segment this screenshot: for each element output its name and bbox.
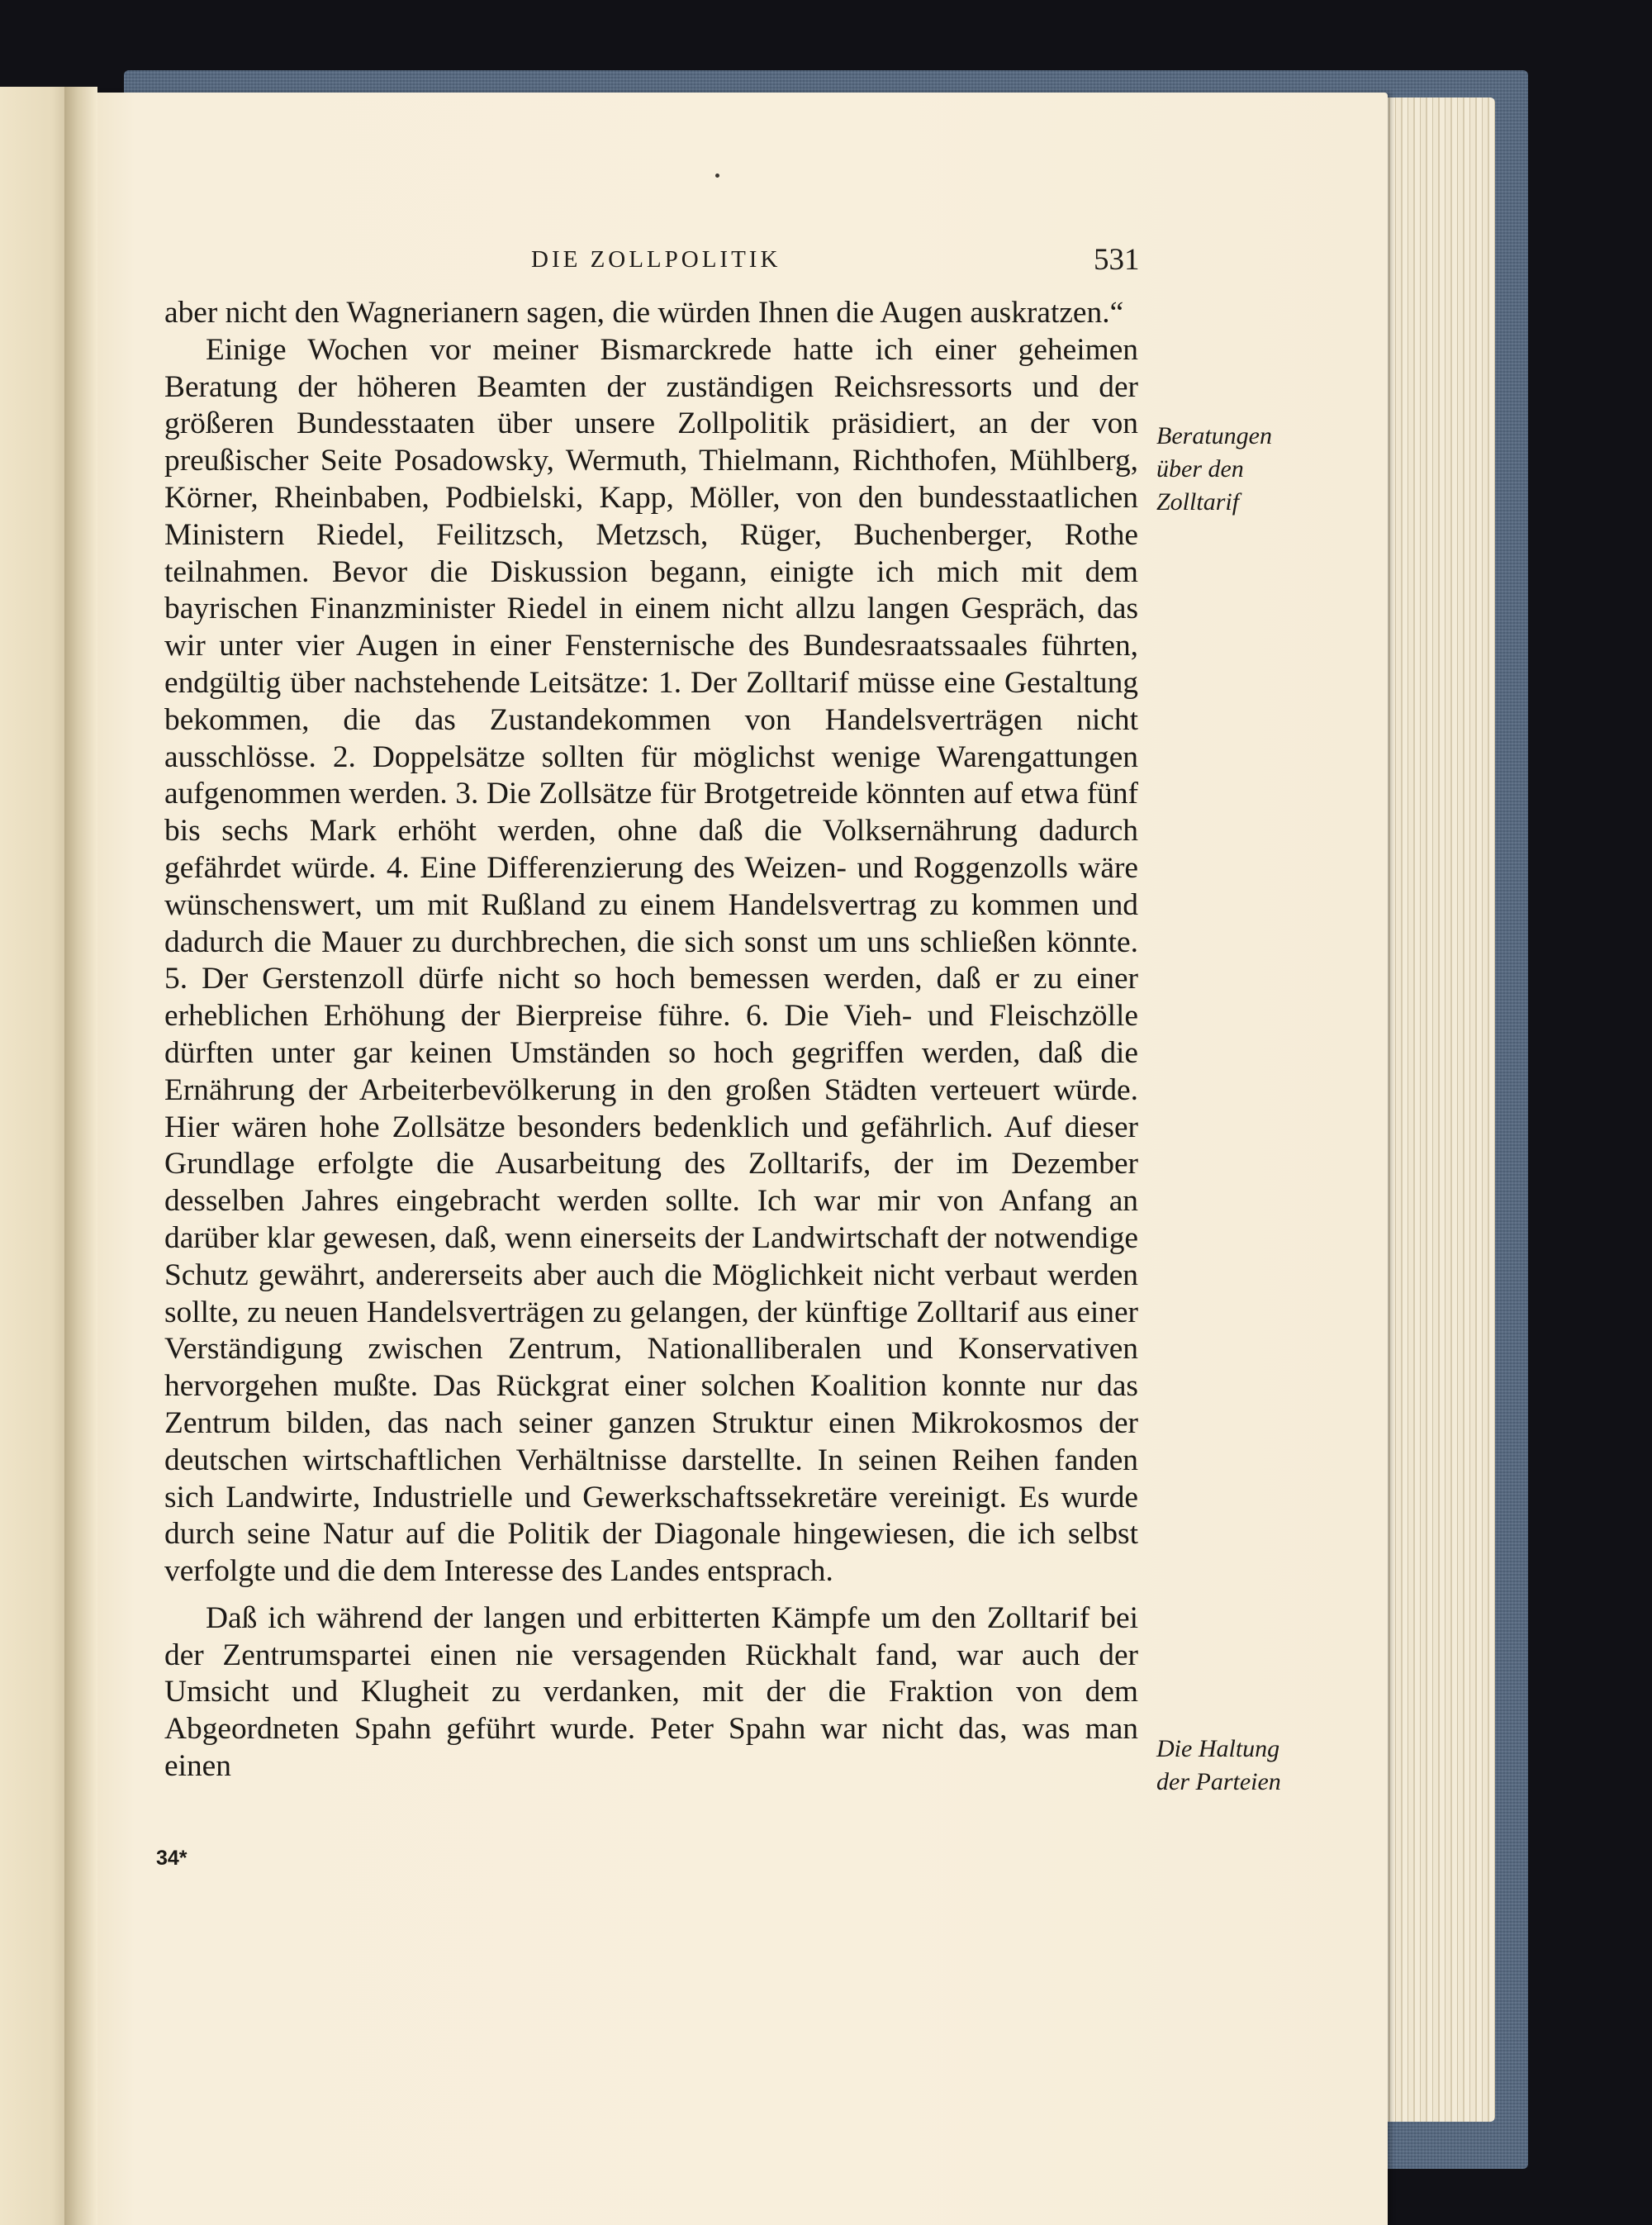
margin-note-line: über den xyxy=(1156,455,1244,483)
paragraph: aber nicht den Wagnerianern sagen, die würden Ihnen die Augen auskratzen.“ xyxy=(164,296,1124,330)
running-title: DIE ZOLLPOLITIK xyxy=(531,246,781,273)
sheet-signature: 34* xyxy=(156,1847,188,1870)
page-number: 531 xyxy=(1094,243,1140,277)
ink-dot xyxy=(715,174,719,178)
margin-note-line: Die Haltung xyxy=(1156,1735,1280,1762)
margin-note-line: der Parteien xyxy=(1156,1768,1281,1795)
paragraph: Einige Wochen vor meiner Bismarckrede hatte ich einer geheimen Beratung der höheren Beamten der zuständigen Reichsressorts und der größeren Bundesstaaten über unsere Zollpolitik präsidiert, an der von preußischer Seite Posadowsky, Wermuth, Thielmann, Richthofen, Mühlberg, Körner, Rheinbaben, Podbielski, Kapp, Möller, von den bundesstaatlichen Ministern Riedel, Feilitzsch, Metzsch, Rüger, Buchenberger, Rothe teilnahmen. Bevor die Diskussion begann, einigte ich mich mit dem bayrischen Finanzminister Riedel in einem nicht allzu langen Gespräch, das wir unter vier Augen in einer Fensternische des Bundesraatssaales führten, endgültig über nachstehende Leitsätze: 1. Der Zolltarif müsse eine Gestaltung bekommen, die das Zustandekommen von Handelsverträgen nicht ausschlösse. 2. Doppelsätze sollten für möglichst wenige Warengattungen aufgenommen werden. 3. Die Zollsätze für Brotgetreide könnten auf etwa fünf bis sechs Mark erhöht werden, ohne daß die Volksernährung dadurch gefährdet würde. 4. Eine Differenzierung des Weizen- und Roggenzolls wäre wünschenswert, um mit Rußland zu einem Handelsvertrag zu kommen und dadurch die Mauer zu durchbrechen, die sich sonst um uns schließen könnte. 5. Der Gerstenzoll dürfe nicht so hoch bemessen werden, daß er zu einer erheblichen Erhöhung der Bierpreise führe. 6. Die Vieh- und Fleischzölle dürften unter gar keinen Umständen so hoch gegriffen werden, daß die Ernährung der Arbeiterbevölkerung in den großen Städten verteuert würde. Hier wären hohe Zollsätze besonders bedenklich und gefährlich. Auf dieser Grundlage erfolgte die Ausarbeitung des Zolltarifs, der im Dezember desselben Jahres eingebracht werden sollte. Ich war mir von Anfang an darüber klar gewesen, daß, wenn einerseits der Landwirtschaft der notwendige Schutz gewährt, andererseits aber auch die Möglichkeit nicht verbaut werden sollte, zu neuen Handelsverträgen zu gelangen, der künftige Zolltarif aus einer Verständigung zwischen Zentrum, Nationalliberalen und Konservativen hervorgehen mußte. Das Rückgrat einer solchen Koalition konnte nur das Zentrum bilden, das nach seiner ganzen Struktur einen Mikrokosmos der deutschen wirtschaftlichen Verhältnisse darstellte. In seinen Reihen fanden sich Landwirte, Industrielle und Gewerkschaftssekretäre vereinigt. Es wurde durch seine Natur auf die Politik der Diagonale hingewiesen, die ich selbst verfolgte und die dem Interesse des Landes entsprach. xyxy=(164,332,1138,1589)
book-gutter xyxy=(64,87,97,2225)
page-edges xyxy=(1371,97,1495,2122)
paragraph: Daß ich während der langen und erbitterten Kämpfe um den Zolltarif bei der Zentrumspartei einen nie versagenden Rückhalt fand, war auch der Umsicht und Klugheit zu verdanken, mit der die Fraktion von dem Abgeordneten Spahn geführt wurde. Peter Spahn war nicht das, was man einen xyxy=(164,1600,1138,1784)
previous-page-edge xyxy=(0,87,74,2225)
margin-note xyxy=(1156,420,1272,519)
body-text xyxy=(164,295,1138,1785)
margin-note xyxy=(1156,1733,1281,1799)
margin-note-line: Beratungen xyxy=(1156,422,1272,449)
margin-note-line: Zolltarif xyxy=(1156,488,1240,516)
